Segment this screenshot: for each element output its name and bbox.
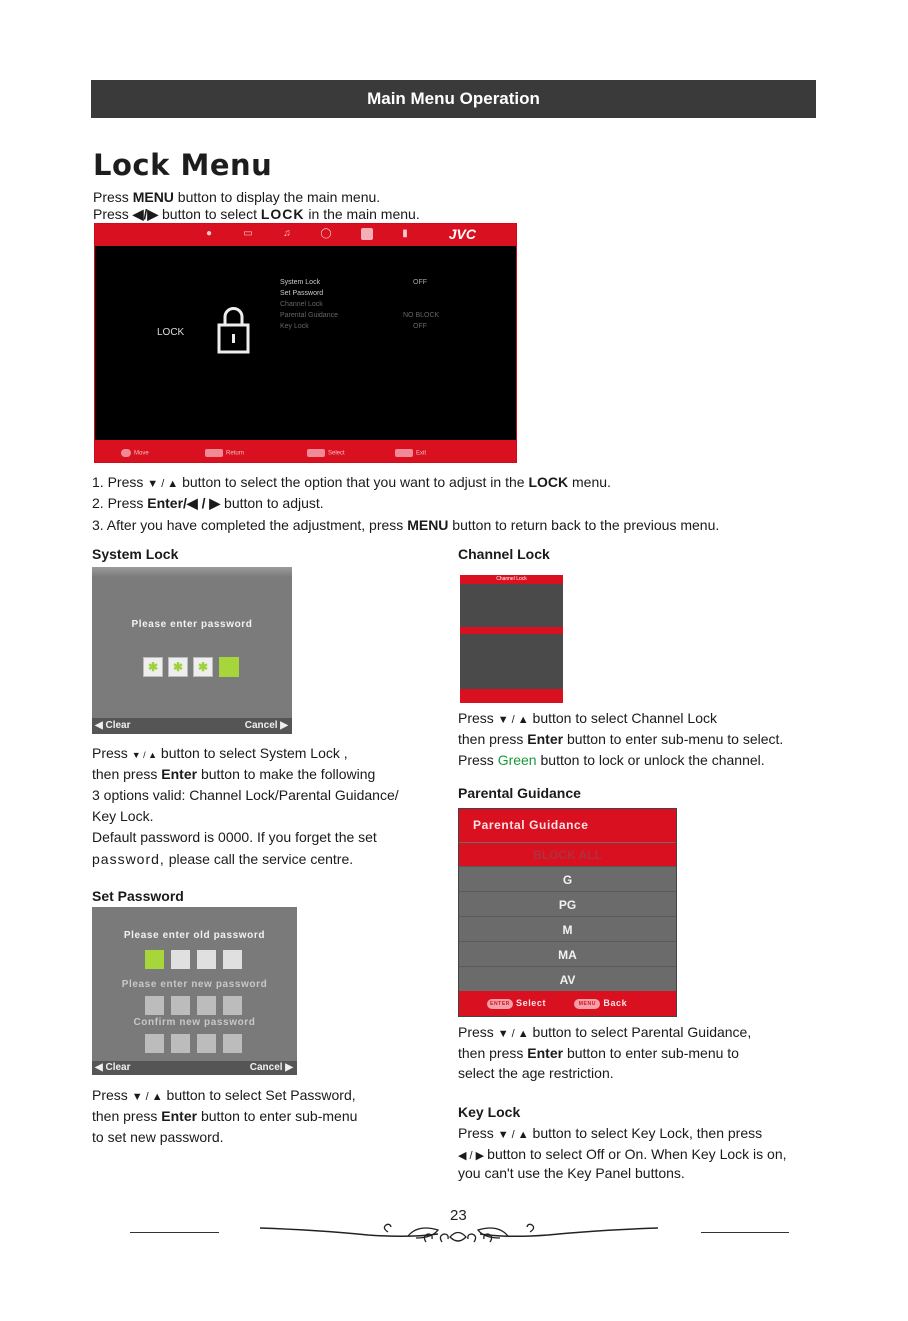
- system-lock-text-2: then press Enter button to make the following: [92, 766, 376, 782]
- tv-bottom-bar: [95, 440, 516, 462]
- password-digit[interactable]: [197, 1034, 216, 1053]
- system-lock-screen: [92, 567, 292, 734]
- tv-menu-list: [280, 277, 338, 332]
- parental-guidance-text-1: Press ▼ / ▲ button to select Parental Guidance,: [458, 1024, 752, 1040]
- channel-row[interactable]: [474, 667, 559, 674]
- set-password-text-3: to set new password.: [92, 1129, 224, 1145]
- footer-rule-right: [701, 1232, 789, 1233]
- channel-row[interactable]: [474, 659, 559, 666]
- tv-menu-values: [403, 277, 440, 332]
- channel-lock-screen: [460, 575, 563, 703]
- password-digit[interactable]: [145, 1034, 164, 1053]
- confirm-password-prompt: Confirm new password: [133, 1017, 256, 1028]
- channel-row[interactable]: [474, 595, 559, 602]
- password-digit[interactable]: ✱: [193, 657, 213, 677]
- password-digit[interactable]: [171, 1034, 190, 1053]
- picture-icon: ●: [205, 228, 213, 239]
- parental-guidance-screen-title: Parental Guidance: [459, 809, 676, 842]
- password-digit-active[interactable]: [145, 950, 164, 969]
- password-digit[interactable]: [171, 950, 190, 969]
- key-lock-text-1: Press ▼ / ▲ button to select Key Lock, then press: [458, 1125, 763, 1141]
- key-lock-title: Key Lock: [458, 1104, 521, 1120]
- system-lock-text-4: Key Lock.: [92, 808, 154, 824]
- tv-top-bar: [95, 224, 516, 246]
- tv-lock-menu-screen: [94, 223, 517, 463]
- cancel-button[interactable]: Cancel ▶: [244, 720, 288, 731]
- channel-row[interactable]: [474, 643, 559, 650]
- pg-option-ma[interactable]: MA: [459, 943, 676, 967]
- password-digit[interactable]: [171, 996, 190, 1015]
- channel-row[interactable]: [474, 619, 559, 626]
- tv-menu-value: OFF: [413, 323, 427, 330]
- padlock-icon: [217, 304, 250, 354]
- tv-menu-value: NO BLOCK: [403, 312, 440, 319]
- channel-lock-title: Channel Lock: [458, 546, 550, 562]
- parental-guidance-text-2: then press Enter button to enter sub-menu to: [458, 1045, 739, 1061]
- brand-logo: JVC: [448, 226, 476, 242]
- channel-row[interactable]: [474, 587, 559, 594]
- password-digit[interactable]: [223, 1034, 242, 1053]
- tv-foot-move: Move: [121, 449, 149, 457]
- password-digit-active[interactable]: [219, 657, 239, 677]
- step-2: 2. Press Enter/◀ / ▶ button to adjust.: [92, 495, 324, 511]
- enter-key-icon: ENTER: [487, 999, 513, 1009]
- set-password-screen: [92, 907, 297, 1075]
- system-lock-title: System Lock: [92, 546, 179, 562]
- tv-foot-return: Return: [205, 449, 244, 457]
- tv-menu-item[interactable]: Parental Guidance: [280, 312, 338, 319]
- clear-button[interactable]: ◀ Clear: [95, 1062, 131, 1073]
- channel-lock-text-2: then press Enter button to enter sub-menu to select.: [458, 731, 784, 747]
- section-title: Lock Menu: [93, 148, 273, 182]
- system-lock-text-3: 3 options valid: Channel Lock/Parental Guidance/: [92, 787, 399, 803]
- tv-icon: ▭: [243, 228, 253, 239]
- password-digit[interactable]: ✱: [168, 657, 188, 677]
- tv-menu-item[interactable]: Channel Lock: [280, 301, 323, 308]
- new-password-prompt: Please enter new password: [121, 979, 268, 990]
- footer-ornament-icon: [258, 1222, 660, 1246]
- pg-option-av[interactable]: AV: [459, 968, 676, 992]
- page-number: 23: [450, 1207, 467, 1224]
- tv-menu-item[interactable]: Key Lock: [280, 323, 309, 330]
- setup-icon: ▮: [402, 228, 408, 239]
- page-header: Main Menu Operation: [91, 80, 816, 118]
- system-lock-text-5: Default password is 0000. If you forget the set: [92, 829, 377, 845]
- password-digit[interactable]: [223, 950, 242, 969]
- channel-row[interactable]: [474, 603, 559, 610]
- password-digit[interactable]: [145, 996, 164, 1015]
- password-digit[interactable]: [223, 996, 242, 1015]
- set-password-bar: [92, 1061, 297, 1075]
- step-1: 1. Press ▼ / ▲ button to select the option that you want to adjust in the LOCK menu.: [92, 474, 611, 490]
- pg-option-pg[interactable]: PG: [459, 893, 676, 917]
- channel-lock-footer: [460, 689, 563, 703]
- system-lock-text-1: Press ▼ / ▲ button to select System Lock ,: [92, 745, 348, 761]
- old-password-prompt: Please enter old password: [123, 930, 266, 941]
- parental-guidance-text-3: select the age restriction.: [458, 1065, 614, 1081]
- system-lock-text-6: password, please call the service centre.: [92, 851, 354, 867]
- step-3: 3. After you have completed the adjustment, press MENU button to return back to the previous menu.: [92, 517, 720, 533]
- channel-lock-text-3: Press Green button to lock or unlock the channel.: [458, 752, 765, 768]
- system-lock-bar: [92, 718, 292, 734]
- music-icon: ♫: [283, 228, 291, 239]
- key-lock-text-3: you can't use the Key Panel buttons.: [458, 1165, 685, 1181]
- set-password-text-2: then press Enter button to enter sub-menu: [92, 1108, 358, 1124]
- parental-guidance-footer: ENTER Select MENU Back: [459, 991, 676, 1016]
- intro-line-1: Press MENU button to display the main menu.: [93, 189, 381, 205]
- tv-foot-exit: Exit: [395, 449, 426, 457]
- intro-line-2: Press ◀/▶ button to select LOCK in the main menu.: [93, 206, 420, 222]
- channel-row-selected[interactable]: [460, 627, 563, 634]
- tv-menu-item[interactable]: System Lock: [280, 279, 321, 286]
- password-prompt: Please enter password: [131, 619, 253, 630]
- channel-lock-screen-title: Channel Lock: [460, 575, 563, 584]
- tv-foot-select: Select: [307, 449, 345, 457]
- channel-row[interactable]: [474, 651, 559, 658]
- password-digit[interactable]: [197, 996, 216, 1015]
- pg-option-block-all[interactable]: BLOCK ALL: [459, 843, 676, 867]
- parental-guidance-screen: [458, 808, 677, 1017]
- clock-icon: ◯: [320, 228, 332, 239]
- channel-lock-text-1: Press ▼ / ▲ button to select Channel Lock: [458, 710, 717, 726]
- cancel-button[interactable]: Cancel ▶: [249, 1062, 293, 1073]
- pg-option-g[interactable]: G: [459, 868, 676, 892]
- tv-menu-value: OFF: [413, 279, 427, 286]
- password-digit[interactable]: [197, 950, 216, 969]
- key-lock-text-2: ◀ / ▶ button to select Off or On. When Key Lock is on,: [458, 1146, 787, 1162]
- set-password-text-1: Press ▼ / ▲ button to select Set Password,: [92, 1087, 356, 1103]
- tv-menu-item[interactable]: Set Password: [280, 290, 324, 297]
- pg-option-m[interactable]: M: [459, 918, 676, 942]
- password-digit[interactable]: ✱: [143, 657, 163, 677]
- set-password-title: Set Password: [92, 888, 184, 904]
- channel-row[interactable]: [474, 635, 559, 642]
- menu-key-icon: MENU: [574, 999, 600, 1009]
- clear-button[interactable]: ◀ Clear: [95, 720, 131, 731]
- channel-row[interactable]: [474, 611, 559, 618]
- tv-lock-label: LOCK: [157, 327, 185, 338]
- footer-rule-left: [130, 1232, 219, 1233]
- lock-tab-icon: [361, 228, 373, 240]
- parental-guidance-title: Parental Guidance: [458, 785, 581, 801]
